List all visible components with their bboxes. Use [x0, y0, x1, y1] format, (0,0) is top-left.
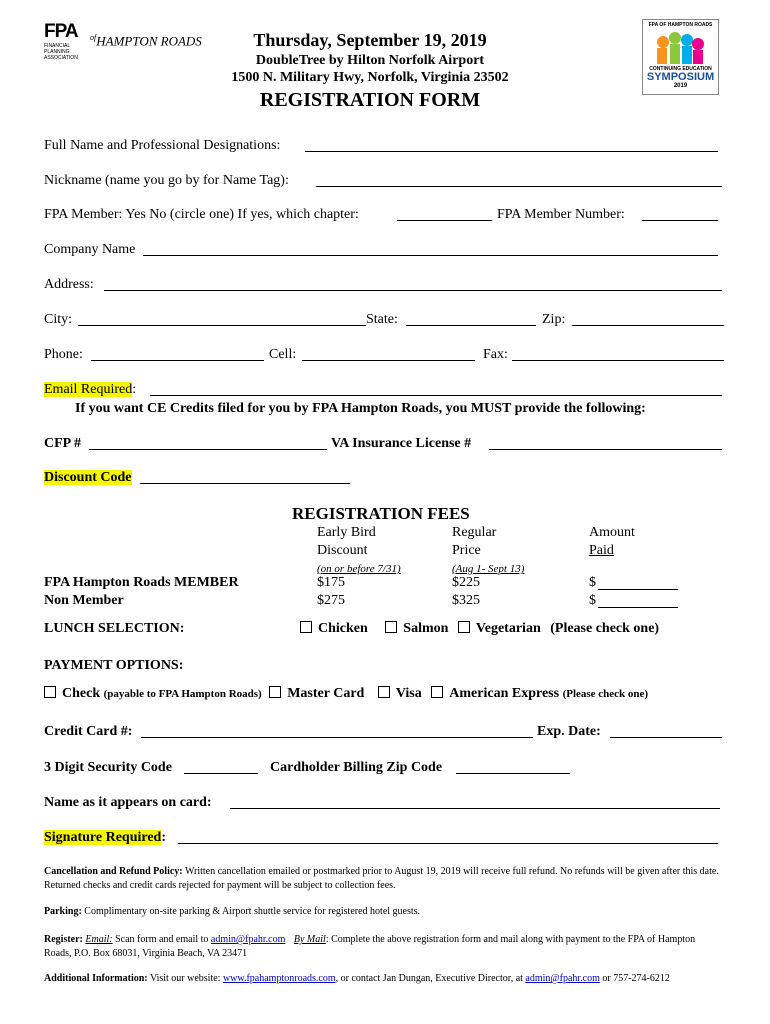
vegetarian-label: Vegetarian	[475, 621, 541, 636]
amount-line2: Paid	[589, 543, 614, 558]
lunch-note: (Please check one)	[550, 621, 660, 636]
visa-checkbox[interactable]	[378, 686, 390, 698]
vegetarian-checkbox[interactable]	[458, 621, 470, 633]
symposium-year: 2019	[673, 83, 688, 89]
zip-field[interactable]	[572, 325, 724, 326]
company-label: Company Name	[44, 242, 136, 257]
regular-line1: Regular	[452, 525, 497, 540]
fpa-member-number-field[interactable]	[642, 220, 718, 221]
amex-note: (Please check one)	[562, 688, 649, 700]
fpa-logo-mark: FPA	[44, 21, 78, 42]
salmon-checkbox[interactable]	[385, 621, 397, 633]
salmon-label: Salmon	[403, 621, 449, 636]
fee-row-member-early: $175	[317, 575, 345, 590]
amex-checkbox[interactable]	[431, 686, 443, 698]
regular-line2: Price	[452, 543, 481, 558]
payment-amex-option[interactable]	[431, 686, 648, 701]
signature-required-text: Signature Required	[44, 830, 162, 845]
payment-title: PAYMENT OPTIONS:	[44, 658, 184, 673]
full-name-label: Full Name and Professional Designations:	[44, 138, 281, 153]
security-code-field[interactable]	[184, 773, 258, 774]
credit-card-field[interactable]	[141, 737, 533, 738]
lunch-vegetarian-option[interactable]	[458, 621, 541, 636]
ce-notice: If you want CE Credits filed for you by FPA Hampton Roads, you MUST provide the following:	[75, 401, 646, 416]
symposium-line2: SYMPOSIUM	[646, 71, 715, 83]
check-note: (payable to FPA Hampton Roads)	[103, 688, 262, 700]
email-label	[44, 382, 136, 398]
additional-text-1: Visit our website:	[147, 973, 223, 984]
cfp-label: CFP #	[44, 436, 81, 451]
website-link[interactable]: www.fpahamptonroads.com	[222, 973, 336, 984]
email-field[interactable]	[150, 395, 722, 396]
register-email-label: Email:	[85, 934, 113, 945]
va-license-label: VA Insurance License #	[331, 436, 472, 451]
org-name	[90, 33, 202, 49]
symposium-line1: CONTINUING EDUCATION	[649, 66, 712, 72]
nickname-label: Nickname (name you go by for Name Tag):	[44, 173, 289, 188]
cancellation-policy	[44, 865, 724, 893]
fee-row-nonmember-paid: $	[589, 593, 596, 608]
fee-row-member-regular: $225	[452, 575, 480, 590]
signature-label	[44, 830, 166, 846]
discount-label	[44, 470, 132, 486]
lunch-label: LUNCH SELECTION:	[44, 621, 185, 636]
city-field[interactable]	[78, 325, 366, 326]
name-on-card-label: Name as it appears on card:	[44, 795, 212, 810]
cell-label: Cell:	[269, 347, 297, 362]
register-email-link[interactable]: admin@fpahr.com	[210, 934, 286, 945]
symposium-top-text: FPA OF HAMPTON ROADS	[648, 22, 713, 28]
additional-text-2: , or contact Jan Dungan, Executive Director, at	[335, 973, 526, 984]
regular-header	[452, 524, 524, 578]
parking-info	[44, 905, 724, 919]
check-checkbox[interactable]	[44, 686, 56, 698]
register-label: Register:	[44, 934, 83, 945]
symposium-logo	[642, 19, 719, 95]
payment-options	[44, 686, 648, 702]
billing-zip-field[interactable]	[456, 773, 570, 774]
address-label: Address:	[44, 277, 94, 292]
fee-row-nonmember-label: Non Member	[44, 593, 124, 608]
cancellation-policy-text: Written cancellation emailed or postmarked prior to August 19, 2019 will receive full refund. No refunds will be given after this date. Returned checks and credit cards rejected for payment will be subject to collection fees.	[44, 866, 719, 891]
fax-field[interactable]	[512, 360, 724, 361]
master-label: Master Card	[287, 686, 365, 701]
phone-field[interactable]	[91, 360, 264, 361]
fee-row-member-paid-field[interactable]	[598, 589, 678, 590]
va-license-field[interactable]	[489, 449, 722, 450]
fpa-logo-subtitle: FINANCIAL PLANNING ASSOCIATION	[44, 43, 78, 61]
register-mail-label: By Mail	[293, 934, 326, 945]
early-bird-line2: Discount	[317, 543, 368, 558]
event-venue: DoubleTree by Hilton Norfolk Airport	[255, 53, 485, 68]
email-colon: :	[132, 382, 137, 397]
state-label: State:	[366, 312, 398, 327]
form-title: REGISTRATION FORM	[259, 89, 481, 111]
cancellation-policy-label: Cancellation and Refund Policy:	[44, 866, 183, 877]
exp-date-field[interactable]	[610, 737, 722, 738]
event-address: 1500 N. Military Hwy, Norfolk, Virginia 23502	[231, 70, 509, 85]
fpa-member-label: FPA Member: Yes No (circle one) If yes, which chapter:	[44, 207, 359, 222]
nickname-field[interactable]	[316, 186, 722, 187]
additional-label: Additional Information:	[44, 973, 148, 984]
fee-row-nonmember-paid-field[interactable]	[598, 607, 678, 608]
credit-card-label: Credit Card #:	[44, 724, 133, 739]
fpa-logo	[44, 22, 96, 64]
early-bird-line1: Early Bird	[317, 525, 376, 540]
address-field[interactable]	[104, 290, 722, 291]
early-bird-deadline: (on or before 7/31)	[317, 563, 401, 575]
additional-text-3: or 757-274-6212	[599, 973, 670, 984]
cfp-field[interactable]	[89, 449, 327, 450]
chapter-field[interactable]	[397, 220, 492, 221]
full-name-field[interactable]	[305, 151, 718, 152]
amount-paid-header	[589, 524, 635, 560]
amount-line1: Amount	[589, 525, 635, 540]
early-bird-header	[317, 524, 401, 578]
signature-field[interactable]	[178, 843, 718, 844]
exp-date-label: Exp. Date:	[537, 724, 601, 739]
fee-row-nonmember-regular: $325	[452, 593, 480, 608]
phone-label: Phone:	[44, 347, 83, 362]
chicken-checkbox[interactable]	[300, 621, 312, 633]
register-info	[44, 933, 724, 961]
contact-email-link[interactable]: admin@fpahr.com	[525, 973, 600, 984]
fpa-member-number-label: FPA Member Number:	[497, 207, 625, 222]
additional-info	[44, 972, 724, 986]
fees-title: REGISTRATION FEES	[292, 504, 470, 523]
org-prefix: of	[90, 33, 97, 42]
lunch-options	[300, 621, 659, 637]
email-required-text: Email Required	[44, 382, 133, 397]
chicken-label: Chicken	[318, 621, 368, 636]
security-code-label: 3 Digit Security Code	[44, 760, 172, 775]
symposium-people-icon	[643, 28, 718, 66]
zip-label: Zip:	[542, 312, 566, 327]
org-name-text: HAMPTON ROADS	[96, 33, 202, 49]
parking-label: Parking:	[44, 906, 82, 917]
parking-text: Complimentary on-site parking & Airport shuttle service for registered hotel guests.	[81, 906, 421, 917]
fax-label: Fax:	[483, 347, 508, 362]
city-label: City:	[44, 312, 73, 327]
event-date: Thursday, September 19, 2019	[253, 30, 487, 50]
company-field[interactable]	[143, 255, 718, 256]
discount-field[interactable]	[140, 483, 350, 484]
fee-row-member-label: FPA Hampton Roads MEMBER	[44, 575, 239, 590]
regular-dates: (Aug 1- Sept 13)	[452, 563, 525, 575]
visa-label: Visa	[395, 686, 422, 701]
amex-label: American Express	[449, 686, 560, 701]
cell-field[interactable]	[302, 360, 475, 361]
payment-check-option[interactable]	[44, 686, 262, 701]
fee-row-member-paid: $	[589, 575, 596, 590]
payment-master-option[interactable]	[269, 686, 364, 701]
billing-zip-label: Cardholder Billing Zip Code	[270, 760, 443, 775]
state-field[interactable]	[406, 325, 536, 326]
discount-code-text: Discount Code	[44, 470, 132, 485]
lunch-chicken-option[interactable]	[300, 621, 368, 636]
check-label: Check	[62, 686, 101, 701]
payment-visa-option[interactable]	[378, 686, 422, 701]
signature-colon: :	[161, 830, 167, 845]
register-email-text: Scan form and email to	[112, 934, 211, 945]
lunch-salmon-option[interactable]	[385, 621, 448, 636]
fee-row-nonmember-early: $275	[317, 593, 345, 608]
name-on-card-field[interactable]	[230, 808, 720, 809]
register-mail-text: : Complete the above registration form and mail along with payment to the FPA of Hampton Roads, P.O. Box 68031, Virginia Beach, VA 23471	[44, 934, 696, 959]
master-checkbox[interactable]	[269, 686, 281, 698]
